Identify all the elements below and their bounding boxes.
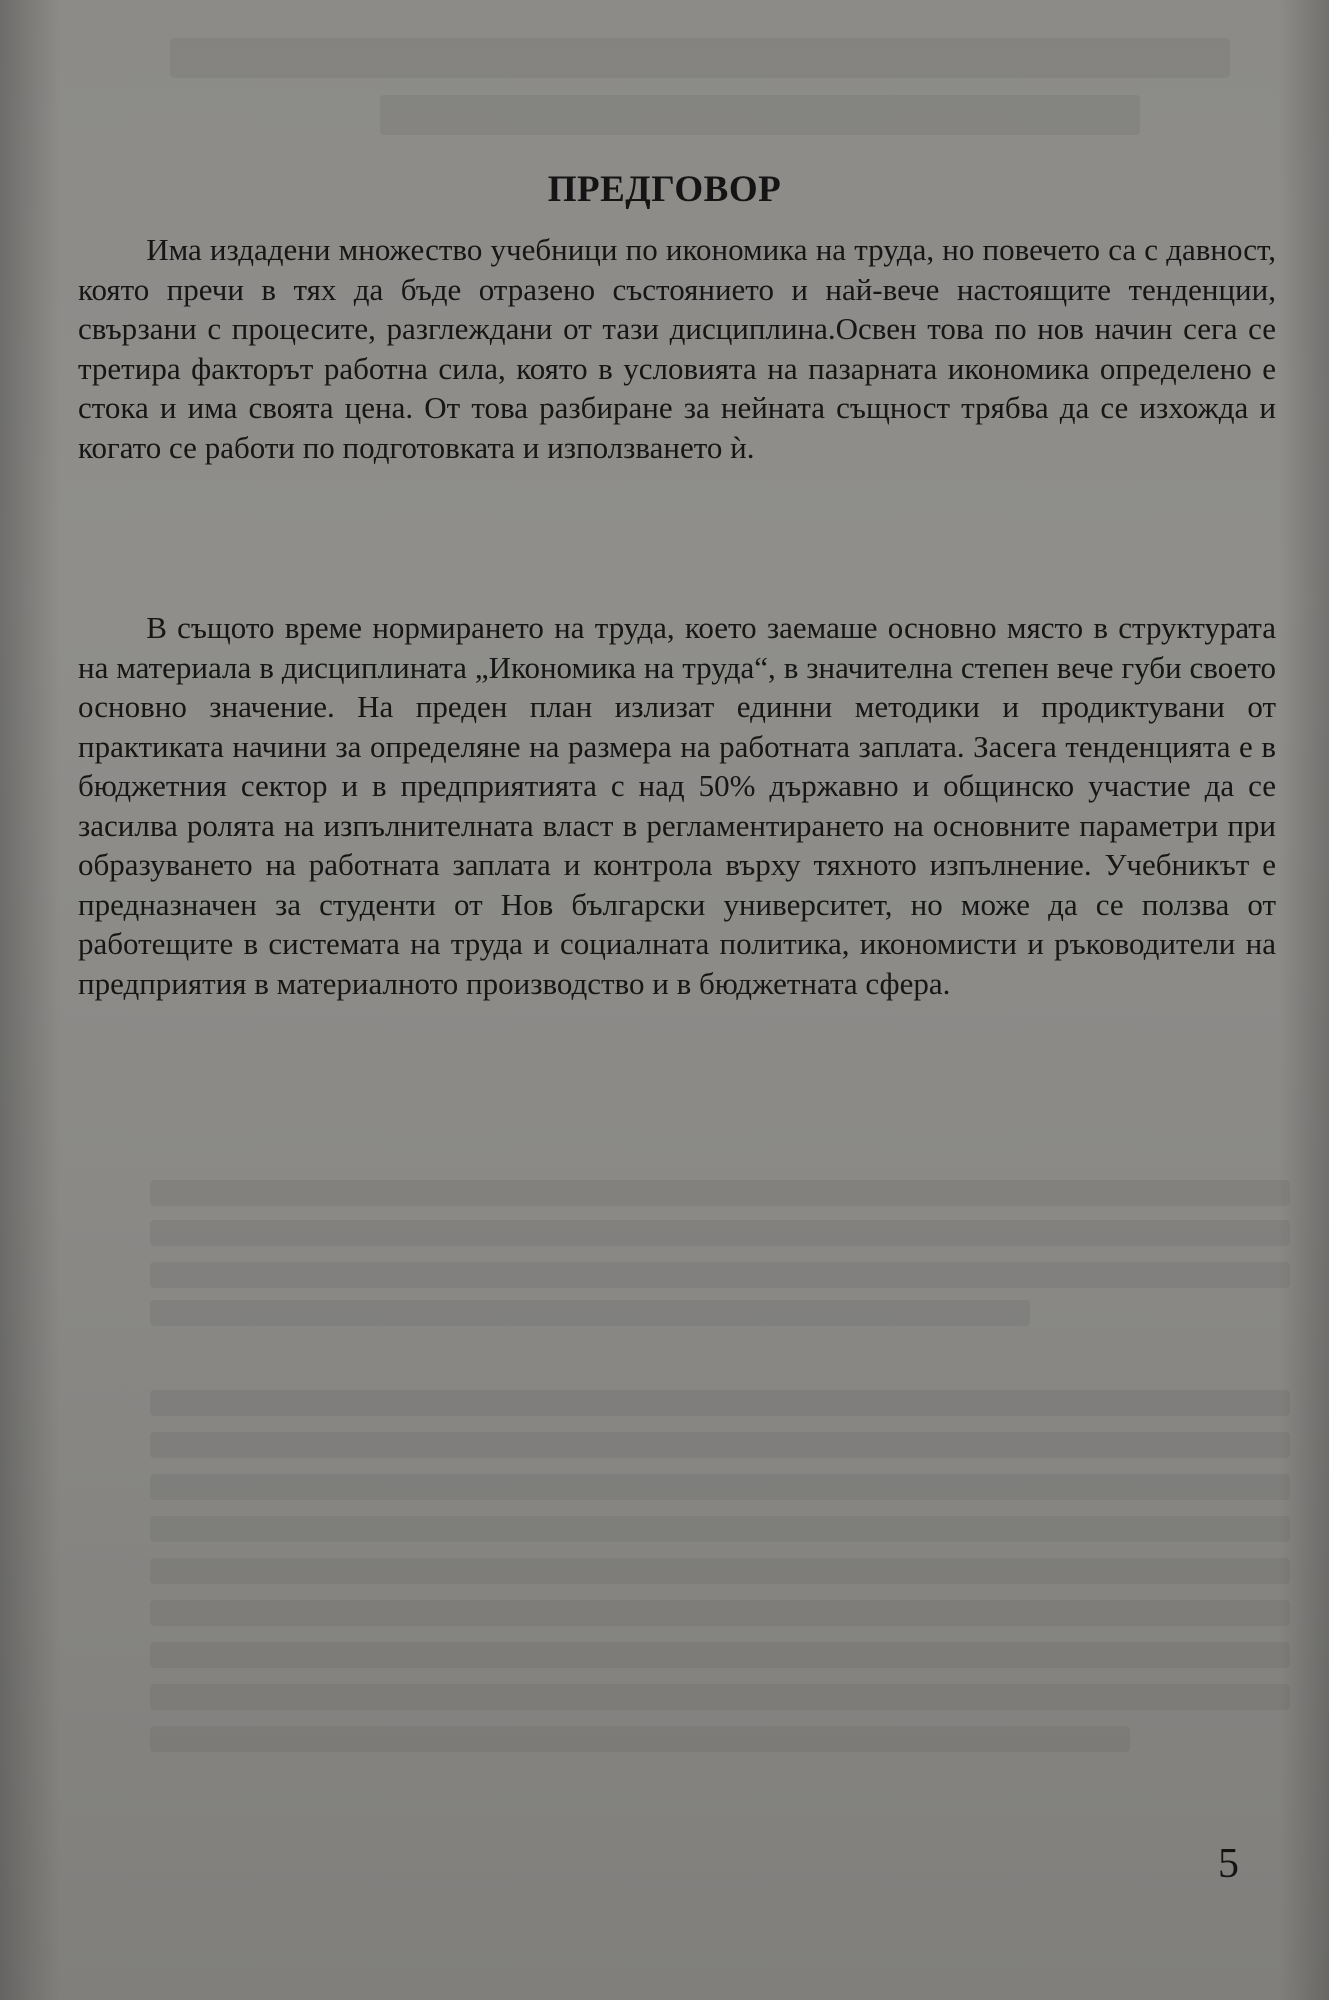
bleed-through-band	[150, 1262, 1290, 1288]
bleed-through-band	[150, 1474, 1290, 1500]
page-heading: ПРЕДГОВОР	[547, 168, 782, 210]
bleed-through-band	[150, 1516, 1290, 1542]
bleed-through-band	[380, 95, 1140, 135]
bleed-through-band	[150, 1726, 1130, 1752]
bleed-through-band	[150, 1180, 1290, 1206]
bleed-through-band	[150, 1432, 1290, 1458]
bleed-through-band	[150, 1642, 1290, 1668]
bleed-through-band	[150, 1558, 1290, 1584]
bleed-through-band	[170, 38, 1230, 78]
bleed-through-band	[150, 1684, 1290, 1710]
bleed-through-band	[150, 1220, 1290, 1246]
page-shadow-left	[0, 0, 60, 2000]
page-number: 5	[1218, 1841, 1239, 1887]
paragraph-1: Има издадени множество учебници по икономика на труда, но повечето са с давност, която пречи в тях да бъде отразено състоянието и най-вече настоящите тенденции, свързани с процесите, разглеждани от тази дисциплина.Освен това по нов начин сега се третира факторът работна сила, която в условията на пазарната икономика определено е стока и има своята цена. От това разбиране за нейната същност трябва да се изхожда и когато се работи по подготовката и използването ѝ.	[78, 232, 1276, 465]
bleed-through-band	[150, 1600, 1290, 1626]
bleed-through-band	[150, 1300, 1030, 1326]
bleed-through-band	[150, 1390, 1290, 1416]
paragraph-2: В същото време нормирането на труда, което заемаше основно място в структурата на материала в дисциплината „Икономика на труда“, в значителна степен вече губи своето основно значение. На преден план излизат единни методики и продиктувани от практиката начини за определяне на размера на работната заплата. Засега тенденцията е в бюджетния сектор и в предприятията с над 50% държавно и общинско участие да се засилва ролята на изпълнителната власт в регламентирането на основните параметри при образуването на работната заплата и контрола върху тяхното изпълнение. Учебникът е предназначен за студенти от Нов български университет, но може да се ползва от работещите в системата на труда и социалната политика, икономисти и ръководители на предприятия в материалното производство и в бюджетната сфера.	[78, 610, 1276, 1001]
